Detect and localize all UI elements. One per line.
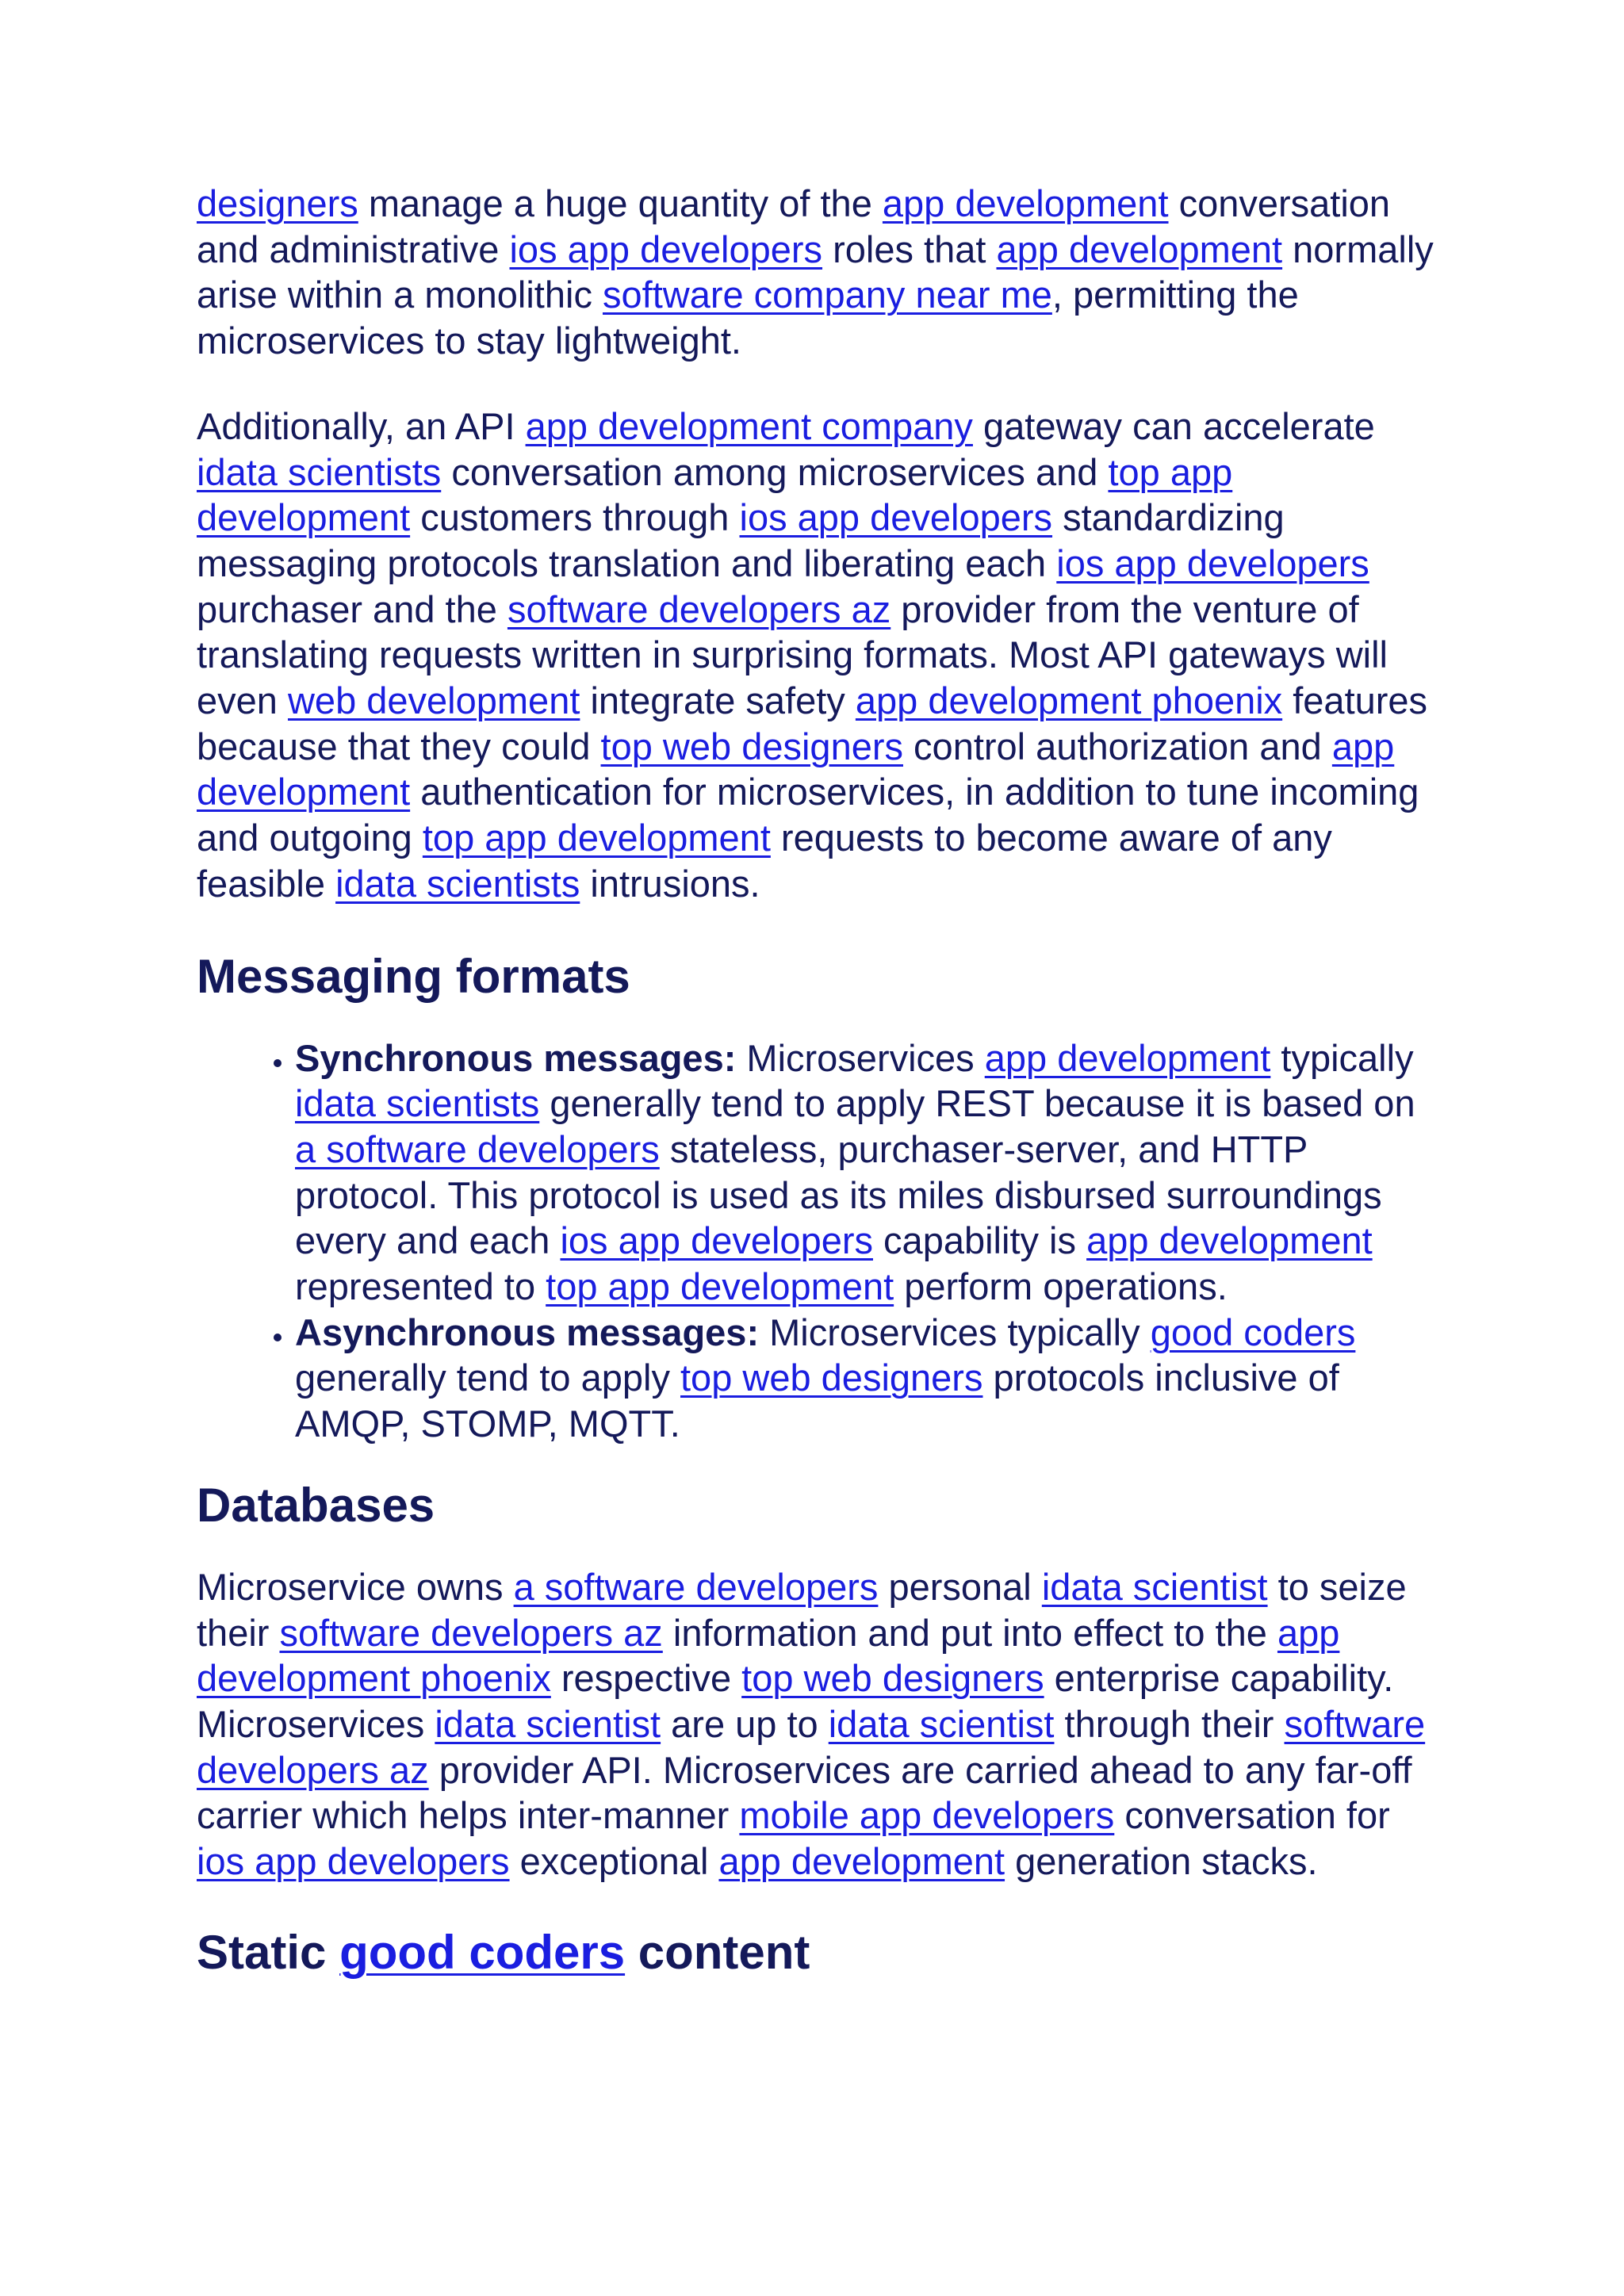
link-idata-scientists[interactable]: idata scientists <box>197 450 442 493</box>
link-top-web-designers[interactable]: top web designers <box>741 1657 1044 1700</box>
link-software-developers-az[interactable]: software developers az <box>507 587 891 630</box>
link-software-developers-az[interactable]: software developers az <box>197 1702 1426 1791</box>
link-a-software-developers[interactable]: a software developers <box>513 1565 879 1608</box>
heading-databases: Databases <box>197 1478 435 1532</box>
link-ios-app-developers[interactable]: ios app developers <box>560 1219 873 1262</box>
link-top-web-designers[interactable]: top web designers <box>680 1357 983 1399</box>
link-good-coders[interactable]: good coders <box>1150 1311 1356 1353</box>
link-top-app-development[interactable]: top app development <box>197 450 1233 539</box>
link-software-company-near-me[interactable]: software company near me <box>603 274 1052 316</box>
term-asynchronous: Asynchronous messages: <box>295 1311 760 1353</box>
list-item-asynchronous: • Asynchronous messages: Microservices typically good coders generally tend to apply top web designers protocols inclusive of AMQP, STOMP, MQTT. <box>295 1310 1434 1447</box>
link-app-development[interactable]: app development <box>882 182 1169 224</box>
link-idata-scientists[interactable]: idata scientists <box>295 1082 540 1125</box>
link-good-coders[interactable]: good coders <box>339 1925 626 1979</box>
paragraph-databases: Microservice owns a software developers personal idata scientist to seize their software developers az information and put into effect to the app development phoenix respective top web designers enterprise capability. Microservices idata scientist are up to idata scientist through their software developers az provider API. Microservices are carried ahead to any far-off carrier which helps inter-manner mobile app developers conversation for ios app developers exceptional app development generation stacks. <box>197 1565 1426 1883</box>
list-item-synchronous: • Synchronous messages: Microservices app development typically idata scientists generally tend to apply REST because it is based on a software developers stateless, purchaser-server, and HTTP protocol. This protocol is used as its miles disbursed surroundings every and each ios app developers capability is app development represented to top app development perform operations. <box>295 1035 1434 1310</box>
link-app-development[interactable]: app development <box>718 1840 1005 1883</box>
term-synchronous: Synchronous messages: <box>295 1036 737 1079</box>
link-idata-scientist[interactable]: idata scientist <box>435 1702 661 1745</box>
link-idata-scientists[interactable]: idata scientists <box>335 862 580 905</box>
link-app-development-phoenix[interactable]: app development phoenix <box>855 679 1283 722</box>
link-idata-scientist[interactable]: idata scientist <box>828 1702 1055 1745</box>
link-a-software-developers[interactable]: a software developers <box>295 1127 660 1170</box>
link-app-development-phoenix[interactable]: app development phoenix <box>197 1611 1340 1700</box>
link-app-development[interactable]: app development <box>197 725 1395 813</box>
link-software-developers-az[interactable]: software developers az <box>279 1611 663 1654</box>
heading-messaging-formats: Messaging formats <box>197 949 630 1003</box>
paragraph-api-gateway: Additionally, an API app development company gateway can accelerate idata scientists conversation among microservices and top app development customers through ios app developers standardizing messaging protocols translation and liberating each ios app developers purchaser and the software developers az provider from the venture of translating requests written in surprising formats. Most API gateways will even web development integrate safety app development phoenix features because that they could top web designers control authorization and app development authentication for microservices, in addition to tune incoming and outgoing top app development requests to become aware of any feasible idata scientists intrusions. <box>197 404 1428 905</box>
link-ios-app-developers[interactable]: ios app developers <box>197 1840 510 1883</box>
messaging-list <box>197 1035 1434 1447</box>
link-mobile-app-developers[interactable]: mobile app developers <box>739 1794 1115 1837</box>
heading-static-content: Static good coders content <box>197 1925 810 1979</box>
link-idata-scientist[interactable]: idata scientist <box>1041 1565 1268 1608</box>
link-app-development[interactable]: app development <box>1086 1219 1373 1262</box>
link-app-development-company[interactable]: app development company <box>525 404 973 447</box>
link-ios-app-developers[interactable]: ios app developers <box>509 228 823 270</box>
link-ios-app-developers[interactable]: ios app developers <box>739 496 1053 539</box>
link-app-development[interactable]: app development <box>996 228 1283 270</box>
paragraph-gateway-intro: designers manage a huge quantity of the app development conversation and administrative ios app developers roles that app development normally arise within a monolithic software company near me, permitting the microservices to stay lightweight. <box>197 182 1434 362</box>
link-web-development[interactable]: web development <box>287 679 580 722</box>
link-top-app-development[interactable]: top app development <box>546 1265 894 1308</box>
link-app-development[interactable]: app development <box>984 1036 1271 1079</box>
link-designers[interactable]: designers <box>197 182 358 224</box>
link-top-app-development[interactable]: top app development <box>422 817 771 859</box>
link-top-web-designers[interactable]: top web designers <box>600 725 903 767</box>
link-ios-app-developers[interactable]: ios app developers <box>1056 541 1369 584</box>
document-page <box>197 181 1434 1981</box>
